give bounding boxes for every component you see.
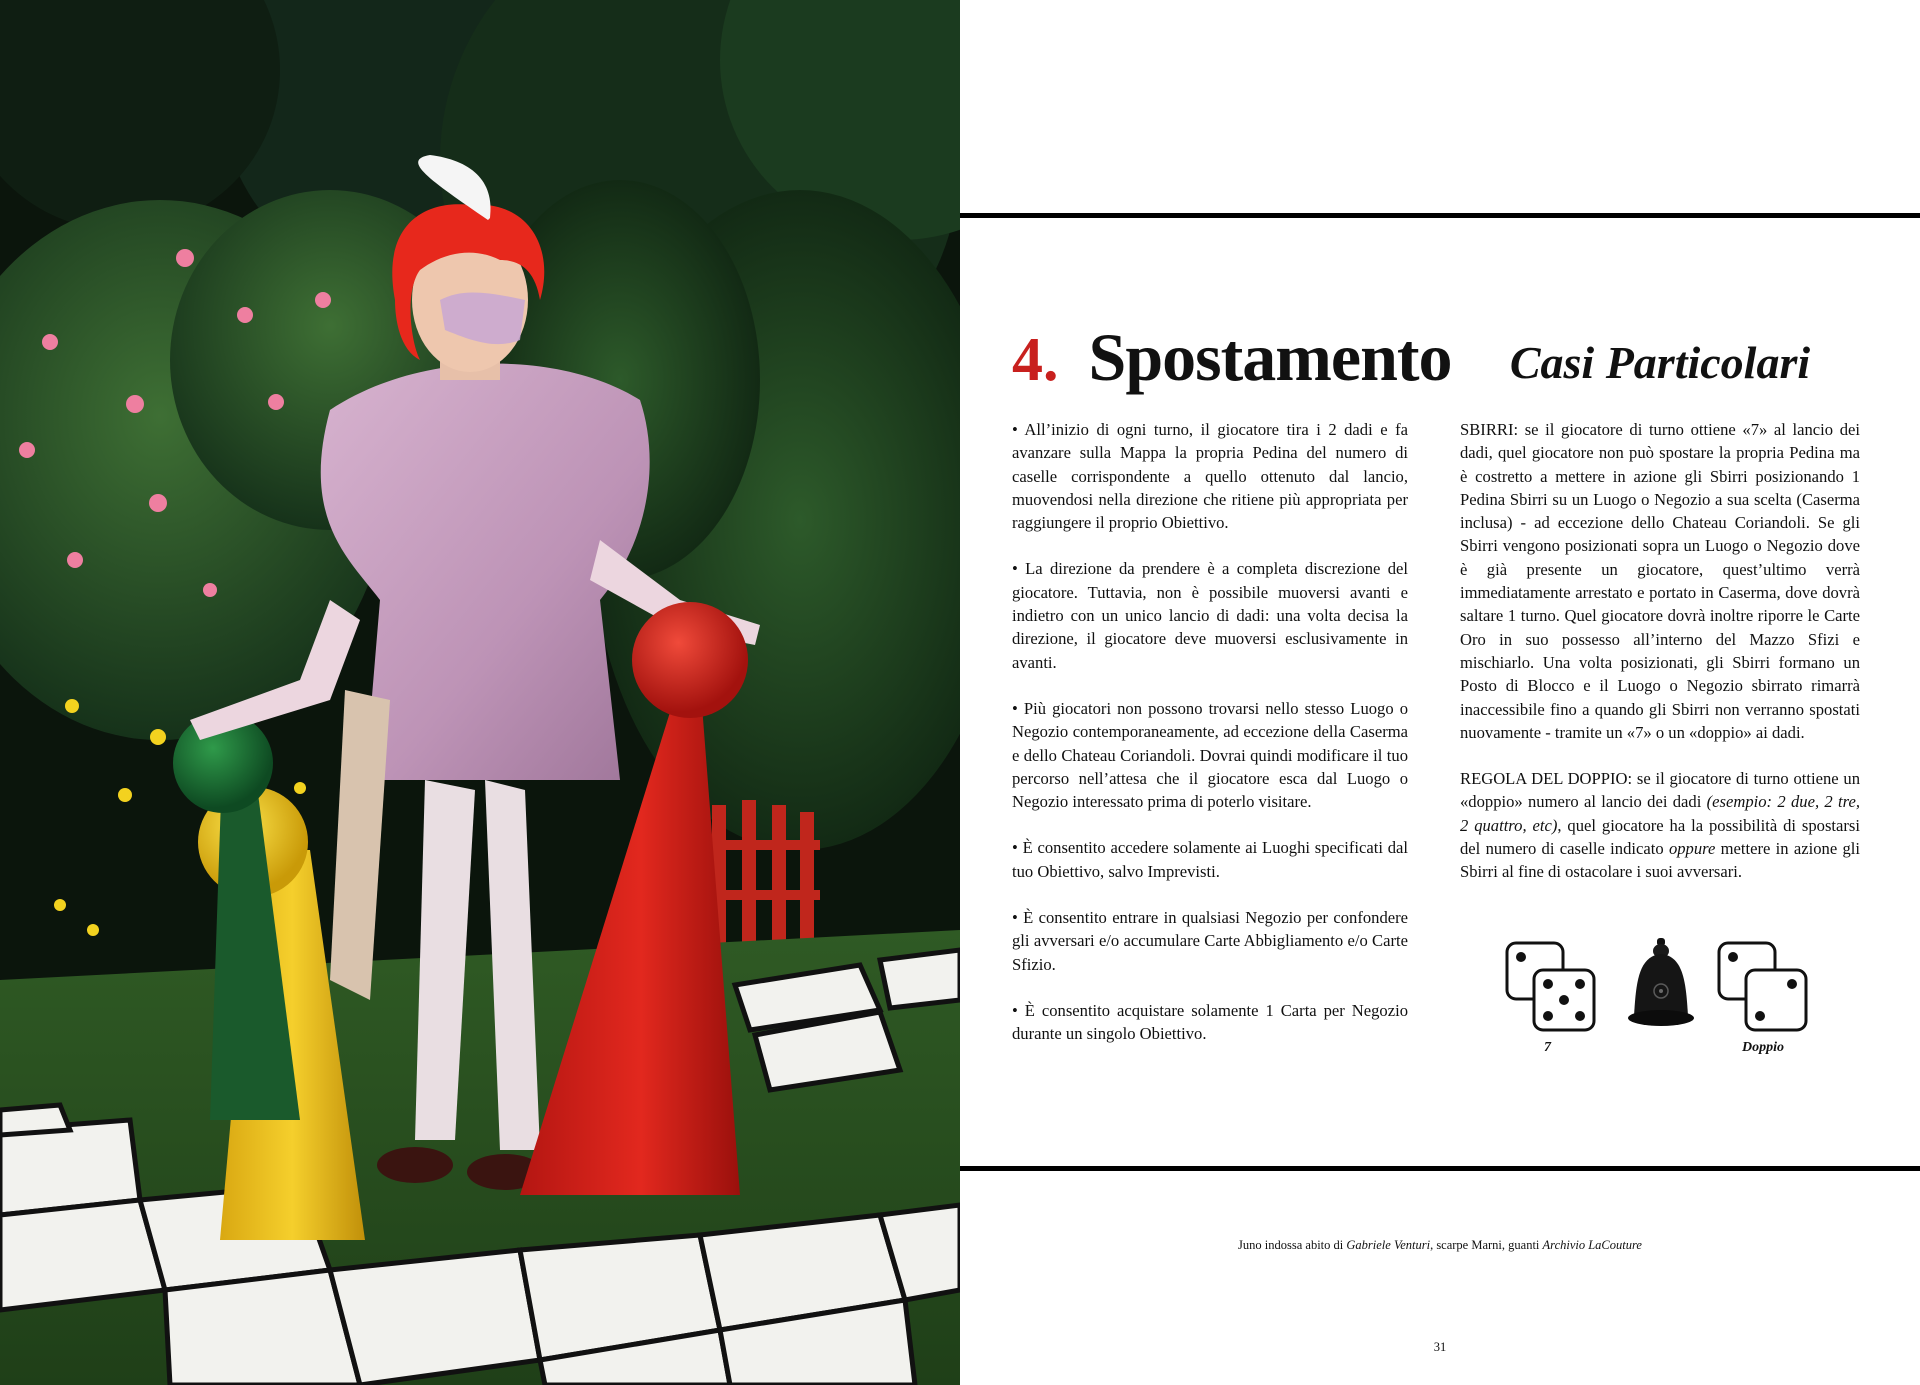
credit-archive: Archivio LaCouture: [1542, 1238, 1642, 1252]
rule-paragraph: • Più giocatori non possono trovarsi nello stesso Luogo o Negozio contemporaneamente, ad eccezione della Caserma e dello Chateau Coriandoli. Dovrai quindi modificare il tuo percorso nell’attesa che il giocatore esca dal Luogo o Negozio interessato prima di poterlo visitare.: [1012, 698, 1408, 812]
dice-doppio-label: Doppio: [1742, 1040, 1784, 1055]
dice-doppio-icon: [1716, 940, 1816, 1040]
doppio-text: mettere in azione gli Sbirri al fine di ostacolare i suoi avversari.: [1460, 839, 1860, 882]
bell-icon: [1624, 936, 1698, 1036]
dice-illustration: [1500, 936, 1820, 1066]
dice-seven-label: 7: [1544, 1040, 1551, 1055]
photo-credit: [960, 1238, 1920, 1253]
rule-paragraph: • È consentito entrare in qualsiasi Negozio per confondere gli avversari e/o accumulare Carte Abbigliamento e/o Carte Sfizio.: [1012, 908, 1408, 974]
credit-text: Juno indossa abito di: [1238, 1238, 1347, 1252]
credit-text: , scarpe Marni, guanti: [1430, 1238, 1543, 1252]
sbirri-paragraph: SBIRRI: se il giocatore di turno ottiene «7» al lancio dei dadi, quel giocatore non può spostare la propria Pedina ma è costretto a mettere in azione gli Sbirri posizionando 1 Pedina Sbirri su un Luogo o Negozio a sua scelta (Caserma inclusa) - ad eccezione dello Chateau Coriandoli. Se gli Sbirri vengono posizionati sopra un Luogo o Negozio dove è già presente un giocatore, quest’ultimo verrà immediatamente arrestato e portato in Caserma, dove dovrà saltare 1 turno. Quel giocatore dovrà inoltre riporre le Carte Oro in suo possesso all’interno del Mazzo Sfizi e mischiarlo. Una volta posizionati, gli Sbirri formano un Posto di Blocco e il Luogo o Negozio sbirrato rimarrà inaccessibile fino a quando gli Sbirri non verranno spostati nuovamente - tramite un «7» o un «doppio» ai dadi.: [1460, 420, 1860, 742]
section-title: Spostamento: [1088, 319, 1452, 395]
rules-column-left: [1012, 418, 1408, 1069]
credit-designer: Gabriele Venturi: [1346, 1238, 1431, 1252]
section-heading: [1012, 318, 1452, 408]
section-number: 4.: [1012, 326, 1059, 394]
page-number: 31: [1433, 1340, 1447, 1354]
doppio-text: , quel giocatore ha la possibilità di spostarsi del numero di caselle indicato: [1460, 815, 1860, 859]
rule-paragraph: • All’inizio di ogni turno, il giocatore tira i 2 dadi e fa avanzare sulla Mappa la propria Pedina del numero di caselle corrispondente a quello ottenuto dal lancio, muovendosi nella direzione che ritiene più appropriata per raggiungere il proprio Obiettivo.: [1012, 420, 1408, 533]
bottom-rule: [960, 1166, 1920, 1171]
doppio-paragraph: [1460, 767, 1860, 883]
rule-paragraph: • È consentito acquistare solamente 1 Carta per Negozio durante un singolo Obiettivo.: [1012, 1000, 1408, 1044]
top-rule: [960, 213, 1920, 218]
doppio-text: REGOLA DEL DOPPIO: se il giocatore di turno ottiene un «doppio» numero al lancio dei dadi: [1460, 769, 1860, 812]
rule-paragraph: • È consentito accedere solamente ai Luoghi specificati dal tuo Obiettivo, salvo Imprevisti.: [1012, 838, 1408, 881]
rule-paragraph: • La direzione da prendere è a completa discrezione del giocatore. Tuttavia, non è possibile muoversi avanti e indietro con un unico lancio di dadi: una volta decisa la direzione, il giocatore deve muoversi esclusivamente in avanti.: [1012, 559, 1408, 672]
doppio-oppure: oppure: [1668, 839, 1716, 859]
doppio-example: (esempio: 2 due, 2 tre, 2 quattro, etc): [1460, 792, 1860, 835]
special-cases-title: Casi Particolari: [1509, 337, 1811, 388]
rules-column-right: [1460, 418, 1860, 907]
dice-seven-icon: [1504, 940, 1604, 1040]
